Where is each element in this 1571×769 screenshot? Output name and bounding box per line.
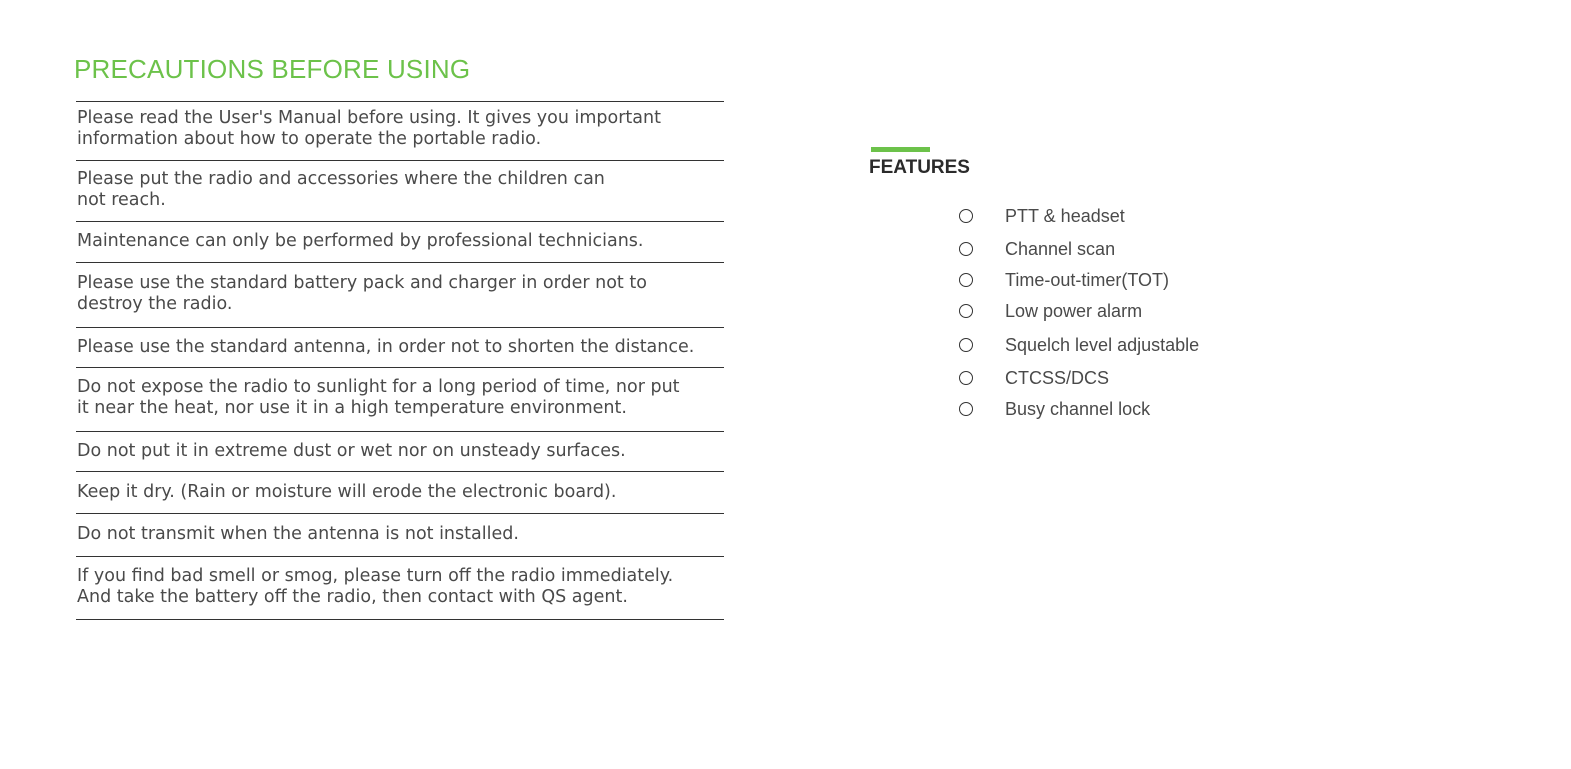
feature-label: PTT & headset bbox=[1005, 206, 1125, 226]
precaution-line: not reach. bbox=[77, 190, 166, 210]
precaution-line: Please use the standard antenna, in order not to shorten the distance. bbox=[77, 337, 695, 357]
precaution-item bbox=[76, 514, 724, 557]
feature-item bbox=[959, 239, 1279, 261]
precaution-line: information about how to operate the portable radio. bbox=[77, 129, 542, 149]
precaution-line: If you find bad smell or smog, please turn off the radio immediately. bbox=[77, 566, 674, 586]
precaution-item bbox=[76, 102, 724, 161]
precautions-title: PRECAUTIONS BEFORE USING bbox=[74, 54, 471, 84]
precaution-item bbox=[76, 557, 724, 620]
circle-bullet-icon bbox=[959, 242, 973, 256]
precaution-line: And take the battery off the radio, then contact with QS agent. bbox=[77, 587, 628, 607]
precaution-line: Please use the standard battery pack and charger in order not to bbox=[77, 273, 647, 293]
feature-label: Squelch level adjustable bbox=[1005, 335, 1200, 355]
feature-item bbox=[959, 301, 1279, 323]
feature-item bbox=[959, 270, 1279, 292]
circle-bullet-icon bbox=[959, 402, 973, 416]
precaution-item bbox=[76, 328, 724, 368]
feature-item bbox=[959, 368, 1279, 390]
precaution-item bbox=[76, 263, 724, 328]
precaution-item bbox=[76, 222, 724, 263]
circle-bullet-icon bbox=[959, 371, 973, 385]
feature-item bbox=[959, 399, 1279, 421]
precaution-item bbox=[76, 432, 724, 472]
precaution-item bbox=[76, 368, 724, 432]
feature-label: Busy channel lock bbox=[1005, 399, 1151, 419]
precaution-line: Maintenance can only be performed by professional technicians. bbox=[77, 231, 644, 251]
precautions-list bbox=[76, 101, 724, 620]
feature-label: Low power alarm bbox=[1005, 301, 1143, 321]
precaution-item bbox=[76, 472, 724, 514]
feature-label: Time-out-timer(TOT) bbox=[1005, 270, 1169, 290]
features-accent-bar bbox=[871, 147, 930, 152]
precaution-line: Please put the radio and accessories where the children can bbox=[77, 169, 605, 189]
precaution-line: Please read the User's Manual before using. It gives you important bbox=[77, 108, 661, 128]
circle-bullet-icon bbox=[959, 338, 973, 352]
feature-label: Channel scan bbox=[1005, 239, 1116, 259]
precaution-item bbox=[76, 161, 724, 222]
precaution-line: Do not expose the radio to sunlight for a long period of time, nor put bbox=[77, 377, 680, 397]
precaution-line: Do not put it in extreme dust or wet nor on unsteady surfaces. bbox=[77, 441, 626, 461]
circle-bullet-icon bbox=[959, 273, 973, 287]
feature-label: CTCSS/DCS bbox=[1005, 368, 1110, 388]
precaution-line: Do not transmit when the antenna is not installed. bbox=[77, 524, 519, 544]
features-title: FEATURES bbox=[869, 157, 970, 178]
precaution-line: destroy the radio. bbox=[77, 294, 233, 314]
feature-item bbox=[959, 335, 1279, 357]
precaution-line: it near the heat, nor use it in a high temperature environment. bbox=[77, 398, 627, 418]
precaution-line: Keep it dry. (Rain or moisture will erode the electronic board). bbox=[77, 482, 617, 502]
circle-bullet-icon bbox=[959, 304, 973, 318]
feature-item bbox=[959, 206, 1279, 228]
circle-bullet-icon bbox=[959, 209, 973, 223]
